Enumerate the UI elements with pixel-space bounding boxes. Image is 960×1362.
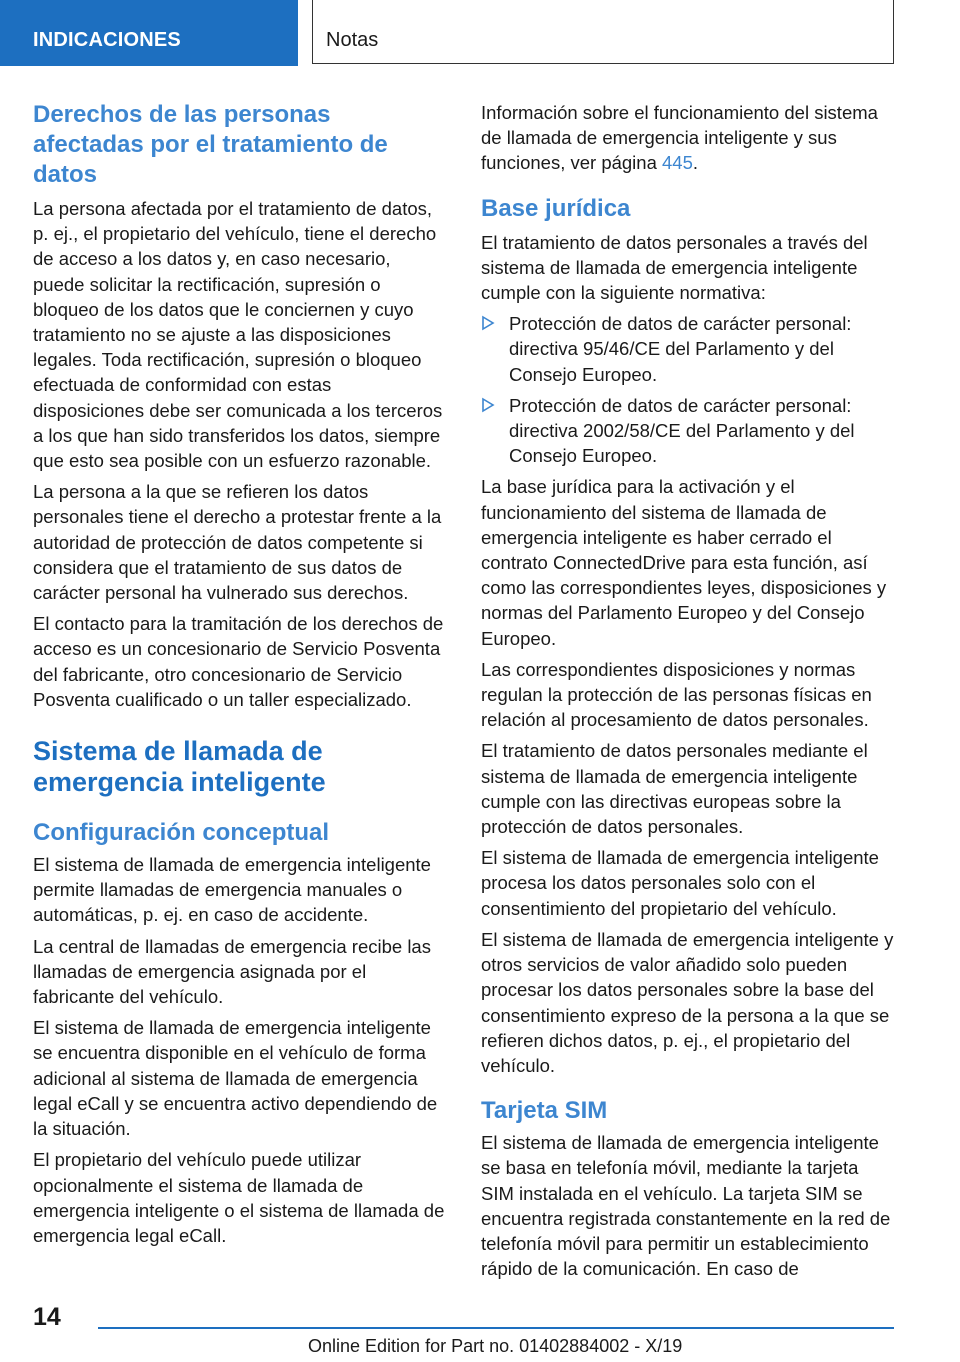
paragraph: La persona a la que se refieren los datos personales tiene el derecho a protestar frente a la autoridad de protección de datos competente si considera que el tratamiento de sus datos de carácter personal ha vulnerado sus derechos. <box>33 481 442 604</box>
heading-intelligent-emergency-call: Sistema de llamada de emergencia inteligente <box>33 736 326 798</box>
paragraph-intro <box>481 100 894 176</box>
heading-conceptual-configuration: Configuración conceptual <box>33 819 330 847</box>
paragraph: La central de llamadas de emergencia recibe las llamadas de emergencia asignada por el fabricante del vehículo. <box>33 935 431 1008</box>
paragraph: El tratamiento de datos personales a través del sistema de llamada de emergencia inteligente cumple con la siguiente normativa: <box>481 231 868 304</box>
left-column <box>33 100 447 1248</box>
footer-divider <box>98 1327 894 1329</box>
paragraph: El sistema de llamada de emergencia inteligente se basa en telefonía móvil, mediante la tarjeta SIM instalada en el vehículo. La tarjeta SIM se encuentra registrada constantemente en la red de telefonía móvil para permitir un establecimiento rápido de la comunicación. En caso de <box>481 1132 891 1280</box>
chapter-label: Notas <box>326 29 379 51</box>
triangle-right-outline-icon <box>481 315 495 331</box>
paragraph: La persona afectada por el tratamiento de datos, p. ej., el propietario del vehículo, tiene el derecho de acceso a los datos y, en caso necesario, puede solicitar la rectificación, supresión o bloqueo de los datos que le conciernen y cuyo tratamiento no se ajuste a las disposiciones legales. Toda rectificación, supresión o bloqueo efectuada de conformidad con estas disposiciones debe ser comunicada a los terceros a los que han sido transferidos los datos, siempre que esto sea posible con un esfuerzo razonable. <box>33 198 443 472</box>
list-item-text: Protección de datos de carácter personal: directiva 95/46/CE del Parlamento y del Consejo Europeo. <box>509 313 852 385</box>
heading-legal-basis: Base jurídica <box>481 194 631 222</box>
paragraph: El tratamiento de datos personales mediante el sistema de llamada de emergencia inteligente cumple con las directivas europeas sobre la protección de datos personales. <box>481 740 868 838</box>
paragraph: El propietario del vehículo puede utilizar opcionalmente el sistema de llamada de emergencia inteligente o el sistema de llamada de emergencia legal eCall. <box>33 1149 445 1246</box>
paragraph: El contacto para la tramitación de los derechos de acceso es un concesionario de Servicio Posventa del fabricante, otro concesionario de Servicio Posventa cualificado o un taller especializado. <box>33 613 444 710</box>
page-header <box>0 0 960 66</box>
heading-data-subject-rights: Derechos de las personas afectadas por el tratamiento de datos <box>33 101 388 188</box>
list-item <box>481 393 894 469</box>
regulation-list <box>481 311 894 468</box>
heading-sim-card: Tarjeta SIM <box>481 1097 608 1125</box>
section-tab[interactable] <box>0 0 298 66</box>
section-label: INDICACIONES <box>33 29 181 51</box>
paragraph: Las correspondientes disposiciones y normas regulan la protección de las personas físicas en relación al procesamiento de datos personales. <box>481 658 872 731</box>
list-item <box>481 311 894 387</box>
paragraph: El sistema de llamada de emergencia inteligente y otros servicios de valor añadido solo pueden procesar los datos personales sobre la base del consentimiento expreso de la persona a la que se refieren dichos datos, p. ej., el propietario del vehículo. <box>481 928 894 1076</box>
paragraph: El sistema de llamada de emergencia inteligente procesa los datos personales solo con el consentimiento del propietario del vehículo. <box>481 847 879 919</box>
paragraph: El sistema de llamada de emergencia inteligente permite llamadas de emergencia manuales o automáticas, p. ej. en caso de accidente. <box>33 854 431 926</box>
right-column <box>481 100 894 1281</box>
paragraph: La base jurídica para la activación y el funcionamiento del sistema de llamada de emergencia inteligente es haber cerrado el contrato ConnectedDrive para esta función, así como las correspondientes leyes, disposiciones y normas del Parlamento Europeo y del Consejo Europeo. <box>481 476 887 649</box>
intro-end: . <box>692 152 699 174</box>
page-reference-link[interactable]: 445 <box>662 152 693 174</box>
list-item-text: Protección de datos de carácter personal: directiva 2002/58/CE del Parlamento y del Consejo Europeo. <box>509 394 855 467</box>
intro-text: Información sobre el funcionamiento del sistema de llamada de emergencia inteligente y sus funciones, ver página <box>481 102 878 174</box>
edition-footer: Online Edition for Part no. 01402884002 - X/19 <box>308 1336 683 1356</box>
page-number: 14 <box>33 1303 61 1331</box>
triangle-right-outline-icon <box>481 397 495 413</box>
chapter-tab[interactable] <box>312 0 894 64</box>
paragraph: El sistema de llamada de emergencia inteligente se encuentra disponible en el vehículo de forma adicional al sistema de llamada de emergencia legal eCall y se encuentra activo dependiendo de la situación. <box>33 1017 438 1140</box>
